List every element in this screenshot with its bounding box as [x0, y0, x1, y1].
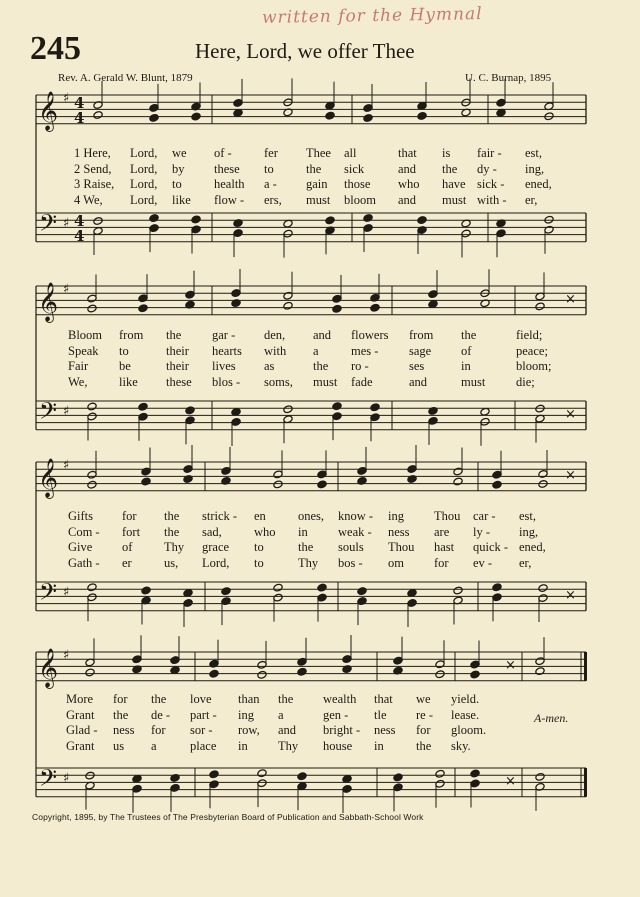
lyric-syllable: ses — [409, 359, 425, 373]
lyric-syllable: with - — [477, 192, 507, 207]
lyric-syllable: dy - — [477, 161, 497, 176]
lyric-syllable: in — [374, 738, 384, 753]
lyric-syllable: the — [166, 328, 182, 342]
lyric-syllable: like — [119, 374, 138, 389]
note-head — [470, 769, 480, 778]
lyric-syllable: field; — [516, 328, 543, 342]
lyric-syllable: Speak — [68, 343, 99, 358]
note-head — [257, 670, 267, 679]
lyric-syllable: 3 Raise, — [74, 177, 115, 191]
rest-icon: × — [565, 407, 576, 422]
chord — [317, 450, 327, 621]
lyric-syllable: house — [323, 738, 353, 753]
lyric-syllable: Lord, — [130, 161, 158, 176]
sharp-icon: ♯ — [63, 282, 70, 297]
lyric-syllable: of - — [214, 146, 232, 160]
lyric-syllable: de - — [151, 707, 171, 722]
bass-clef-icon: 𝄢 — [39, 209, 58, 242]
lyric-syllable: Thou — [434, 509, 461, 523]
lyric-syllable: to — [264, 161, 274, 176]
lyric-syllable: bloom — [344, 192, 376, 207]
lyric-syllable: mes - — [351, 343, 379, 358]
lyric-syllable: a — [151, 738, 157, 753]
lyric-syllable: from — [119, 328, 144, 342]
final-bar-line — [584, 768, 587, 797]
lyric-syllable: to — [172, 177, 182, 191]
lyric-syllable: their — [166, 359, 189, 373]
chord — [496, 79, 506, 258]
lyric-syllable: to — [254, 555, 264, 570]
lyric-syllable: er, — [525, 192, 538, 207]
music-system-2 — [36, 269, 586, 446]
bass-staff — [36, 401, 586, 430]
note-head — [435, 769, 445, 778]
lyric-syllable: sor - — [190, 723, 213, 737]
lyric-syllable: bos - — [338, 555, 363, 570]
lyric-syllable: 2 Send, — [74, 161, 112, 176]
note-head — [93, 111, 103, 120]
note-head — [332, 402, 342, 411]
lyric-syllable: Lord, — [130, 146, 158, 160]
lyric-syllable: in — [298, 524, 308, 539]
bass-clef-icon: 𝄢 — [39, 578, 58, 611]
note-head — [191, 215, 201, 224]
time-signature: 4 — [74, 212, 85, 230]
lyric-syllable: for — [122, 509, 137, 523]
chord — [183, 445, 193, 627]
author-credit: Rev. A. Gerald W. Blunt, 1879 — [58, 72, 193, 84]
lyric-syllable: flow - — [214, 192, 245, 207]
lyric-syllable: ev - — [473, 555, 493, 570]
note-head — [273, 583, 283, 592]
chord — [170, 636, 180, 812]
lyric-syllable: the — [416, 738, 432, 753]
lyric-syllable: Glad - — [66, 723, 98, 737]
lyric-syllable: a — [313, 343, 319, 358]
lyric-syllable: that — [374, 692, 393, 706]
note-head — [138, 402, 148, 411]
note-head — [370, 403, 380, 412]
lyric-syllable: 1 Here, — [74, 146, 111, 160]
note-head — [273, 480, 283, 489]
lyric-syllable: must — [442, 192, 467, 207]
lyric-syllable: er — [122, 555, 132, 570]
sharp-icon: ♯ — [63, 404, 70, 419]
lyric-syllable: the — [306, 161, 322, 176]
sharp-icon: ♯ — [63, 585, 70, 600]
handwritten-note: written for the Hymnal — [261, 4, 483, 28]
note-head — [87, 480, 97, 489]
lyric-syllable: en — [254, 509, 266, 523]
lyric-syllable: hearts — [212, 343, 242, 358]
note-head — [209, 770, 219, 779]
lyric-syllable: we — [416, 692, 431, 706]
lyric-syllable: with — [264, 343, 287, 358]
lyric-syllable: must — [461, 374, 486, 389]
chord — [141, 448, 151, 625]
lyric-syllable: sky. — [451, 738, 471, 753]
lyric-syllable: ones, — [298, 509, 325, 523]
lyric-syllable: gloom. — [451, 723, 487, 737]
lyric-syllable: sage — [409, 343, 432, 358]
note-head — [535, 667, 545, 676]
chord — [283, 78, 293, 257]
lyric-syllable: those — [344, 177, 371, 191]
lyric-syllable: quick - — [473, 540, 509, 554]
note-head — [257, 769, 267, 778]
lyric-syllable: us — [113, 738, 125, 753]
lyric-syllable: yield. — [451, 692, 480, 706]
note-head — [93, 217, 103, 226]
lyric-syllable: est, — [519, 509, 537, 523]
bass-staff — [36, 582, 586, 611]
lyric-syllable: Give — [68, 540, 93, 554]
lyric-syllable: ers, — [264, 192, 282, 207]
note-head — [453, 477, 463, 486]
sharp-icon: ♯ — [63, 648, 70, 663]
lyric-syllable: More — [66, 692, 94, 706]
lyric-syllable: to — [254, 540, 264, 554]
note-head — [209, 669, 219, 678]
lyric-syllable: ness — [374, 723, 396, 737]
lyric-syllable: the — [278, 692, 294, 706]
lyric-syllable: must — [306, 192, 331, 207]
lyric-syllable: are — [434, 524, 450, 539]
treble-staff — [36, 652, 586, 681]
lyric-syllable: Grant — [66, 738, 95, 753]
lyric-syllable: the — [164, 509, 180, 523]
music-system-3 — [36, 445, 586, 627]
lyric-syllable: like — [172, 192, 191, 207]
treble-clef-icon: 𝄞 — [38, 458, 59, 498]
lyric-syllable: flowers — [351, 328, 389, 342]
note-head — [492, 480, 502, 489]
note-head — [141, 477, 151, 486]
note-head — [470, 670, 480, 679]
lyric-syllable: the — [113, 707, 129, 722]
lyric-syllable: er, — [519, 555, 532, 570]
lyric-syllable: row, — [238, 723, 260, 737]
lyric-syllable: who — [398, 177, 420, 191]
chord — [283, 272, 293, 443]
time-signature: 4 — [74, 109, 85, 127]
lyric-syllable: than — [238, 692, 260, 706]
lyric-syllable: of — [122, 540, 133, 554]
chord — [185, 271, 195, 445]
lyric-syllable: ro - — [351, 359, 369, 373]
lyric-syllable: om — [388, 555, 404, 570]
lyric-syllable: for — [113, 692, 128, 706]
lyric-syllable: by — [172, 161, 185, 176]
lyric-syllable: lives — [212, 359, 236, 373]
lyric-syllable: die; — [516, 374, 535, 389]
lyric-syllable: the — [461, 328, 477, 342]
note-head — [85, 668, 95, 677]
chord — [480, 269, 490, 446]
lyric-syllable: Thy — [278, 738, 299, 753]
lyric-syllable: place — [190, 738, 217, 753]
lyric-syllable: tle — [374, 707, 387, 722]
note-head — [535, 772, 545, 781]
note-head — [393, 773, 403, 782]
lyric-syllable: car - — [473, 509, 496, 523]
note-head — [417, 216, 427, 225]
lyric-syllable: have — [442, 177, 466, 191]
lyric-syllable: Bloom — [68, 328, 103, 342]
lyric-syllable: and — [398, 161, 417, 176]
rest-icon: × — [505, 774, 516, 789]
lyric-syllable: Com - — [68, 524, 100, 539]
bass-staff — [36, 768, 586, 797]
lyric-syllable: souls — [338, 540, 364, 554]
lyric-syllable: for — [416, 723, 431, 737]
lyric-syllable: blos - — [212, 374, 241, 389]
lyric-syllable: is — [442, 146, 451, 160]
lyric-syllable: sick — [344, 161, 365, 176]
lyric-syllable: ened, — [519, 540, 546, 554]
lyric-syllable: that — [398, 146, 417, 160]
sharp-icon: ♯ — [63, 91, 70, 106]
lyric-syllable: 4 We, — [74, 192, 103, 207]
lyric-syllable: Thy — [164, 540, 185, 554]
lyric-syllable: and — [398, 192, 417, 207]
lyric-syllable: and — [278, 723, 297, 737]
chord — [297, 638, 307, 810]
note-head — [417, 112, 427, 121]
chord — [191, 83, 201, 254]
lyric-syllable: who — [254, 524, 276, 539]
lyric-syllable: re - — [416, 707, 433, 722]
lyric-syllable: the — [298, 540, 314, 554]
note-head — [297, 772, 307, 781]
note-head — [191, 112, 201, 121]
treble-clef-icon: 𝄞 — [38, 282, 59, 322]
note-head — [138, 304, 148, 313]
treble-staff — [36, 286, 586, 315]
note-head — [363, 214, 373, 223]
chord — [461, 79, 471, 258]
note-head — [370, 303, 380, 312]
lyric-syllable: love — [190, 692, 212, 706]
lyric-syllable: fade — [351, 374, 373, 389]
lyric-syllable: strick - — [202, 509, 238, 523]
chord — [417, 82, 427, 254]
lyric-syllable: bloom; — [516, 359, 552, 373]
lyric-syllable: the — [442, 161, 458, 176]
lyric-syllable: ing — [238, 707, 254, 722]
lyric-syllable: a — [278, 707, 284, 722]
lyric-syllable: den, — [264, 328, 286, 342]
lyric-syllable: in — [461, 359, 471, 373]
chord — [363, 84, 373, 252]
lyric-syllable: ly - — [473, 524, 491, 539]
lyric-syllable: know - — [338, 509, 374, 523]
lyric-syllable: Thy — [298, 555, 319, 570]
lyric-syllable: must — [313, 374, 338, 389]
sharp-icon: ♯ — [63, 216, 70, 231]
note-head — [332, 304, 342, 313]
lyric-syllable: We, — [68, 374, 88, 389]
lyric-syllable: soms, — [264, 374, 293, 389]
lyric-syllable: Lord, — [202, 555, 230, 570]
lyric-syllable: ing, — [519, 524, 539, 539]
sharp-icon: ♯ — [63, 458, 70, 473]
note-head — [141, 586, 151, 595]
time-signature: 4 — [74, 94, 85, 112]
lyric-syllable: ness — [388, 524, 410, 539]
note-head — [363, 114, 373, 123]
chord — [428, 270, 438, 445]
final-bar-line — [584, 652, 587, 681]
note-head — [297, 667, 307, 676]
note-head — [149, 214, 159, 223]
chord — [332, 275, 342, 440]
lyric-syllable: weak - — [338, 524, 372, 539]
lyric-syllable: sick - — [477, 177, 505, 191]
note-head — [283, 301, 293, 310]
lyric-syllable: and — [409, 374, 428, 389]
chord — [221, 447, 231, 625]
chord — [138, 274, 148, 441]
chord — [325, 82, 335, 255]
lyric-syllable: be — [119, 359, 131, 373]
lyric-syllable: peace; — [516, 343, 548, 358]
lyric-syllable: Lord, — [130, 192, 158, 207]
hymn-title: Here, Lord, we offer Thee — [195, 39, 415, 63]
chord — [453, 448, 463, 625]
lyric-syllable: the — [313, 359, 329, 373]
lyric-syllable: Fair — [68, 359, 89, 373]
note-head — [435, 670, 445, 679]
note-head — [317, 480, 327, 489]
lyric-syllable: Grant — [66, 707, 95, 722]
note-head — [221, 587, 231, 596]
lyric-syllable: us, — [164, 555, 179, 570]
composer-credit: U. C. Burnap, 1895 — [465, 72, 552, 84]
lyric-syllable: Gath - — [68, 555, 100, 570]
lyric-syllable: as — [264, 359, 275, 373]
note-head — [492, 583, 502, 592]
lyric-syllable: in — [238, 738, 248, 753]
chord — [370, 274, 380, 441]
chord — [535, 272, 545, 442]
lyric-syllable: sad, — [202, 524, 222, 539]
rest-icon: × — [565, 468, 576, 483]
lyric-syllable: grace — [202, 540, 230, 554]
note-head — [87, 402, 97, 411]
bass-staff — [36, 213, 586, 242]
amen-text: A-men. — [534, 711, 569, 725]
rest-icon: × — [565, 292, 576, 307]
copyright-notice: Copyright, 1895, by The Trustees of The Presbyterian Board of Publication and Sabbath-School Work — [32, 812, 424, 822]
note-head — [149, 114, 159, 123]
lyric-syllable: we — [172, 146, 187, 160]
note-head — [538, 584, 548, 593]
bass-clef-icon: 𝄢 — [39, 764, 58, 797]
lyric-syllable: ing, — [525, 161, 545, 176]
bass-clef-icon: 𝄢 — [39, 397, 58, 430]
lyric-syllable: all — [344, 146, 357, 160]
lyric-syllable: the — [164, 524, 180, 539]
note-head — [325, 111, 335, 120]
lyric-syllable: gen - — [323, 707, 349, 722]
time-signature: 4 — [74, 227, 85, 245]
lyric-syllable: of — [461, 343, 472, 358]
lyric-syllable: and — [313, 328, 332, 342]
lyric-syllable: their — [166, 343, 189, 358]
lyric-syllable: hast — [434, 540, 455, 554]
lyric-syllable: health — [214, 177, 245, 191]
treble-staff — [36, 462, 586, 491]
lyric-syllable: Thee — [306, 146, 331, 160]
note-head — [283, 405, 293, 414]
lyric-syllable: part - — [190, 707, 217, 722]
lyric-syllable: fort — [122, 524, 141, 539]
lyric-syllable: the — [151, 692, 167, 706]
chord — [492, 451, 502, 622]
lyric-syllable: these — [166, 374, 192, 389]
lyric-syllable: bright - — [323, 723, 361, 737]
treble-clef-icon: 𝄞 — [38, 648, 59, 688]
lyric-syllable: ened, — [525, 177, 552, 191]
lyric-syllable: for — [434, 555, 449, 570]
note-head — [87, 304, 97, 313]
lyric-syllable: these — [214, 161, 240, 176]
rest-icon: × — [565, 588, 576, 603]
lyric-syllable: Thou — [388, 540, 415, 554]
chord — [544, 82, 554, 253]
sharp-icon: ♯ — [63, 771, 70, 786]
lyric-syllable: for — [151, 723, 166, 737]
lyric-syllable: gar - — [212, 328, 236, 342]
lyric-syllable: from — [409, 328, 434, 342]
lyric-syllable: a - — [264, 177, 277, 191]
lyric-syllable: Gifts — [68, 509, 93, 523]
lyric-syllable: wealth — [323, 692, 357, 706]
note-head — [535, 302, 545, 311]
lyric-syllable: fer — [264, 146, 278, 160]
lyric-syllable: ing — [388, 509, 404, 523]
lyric-syllable: to — [119, 343, 129, 358]
treble-clef-icon: 𝄞 — [38, 91, 59, 131]
lyric-syllable: lease. — [451, 707, 480, 722]
note-head — [87, 583, 97, 592]
lyric-syllable: gain — [306, 177, 328, 191]
note-head — [357, 587, 367, 596]
lyric-syllable: fair - — [477, 146, 502, 160]
note-head — [453, 586, 463, 595]
rest-icon: × — [505, 658, 516, 673]
lyric-syllable: ness — [113, 723, 135, 737]
lyric-syllable: Lord, — [130, 177, 158, 191]
note-head — [185, 406, 195, 415]
lyric-syllable: est, — [525, 146, 543, 160]
hymn-number: 245 — [30, 30, 81, 67]
note-head — [317, 583, 327, 592]
chord — [231, 269, 241, 446]
note-head — [325, 216, 335, 225]
